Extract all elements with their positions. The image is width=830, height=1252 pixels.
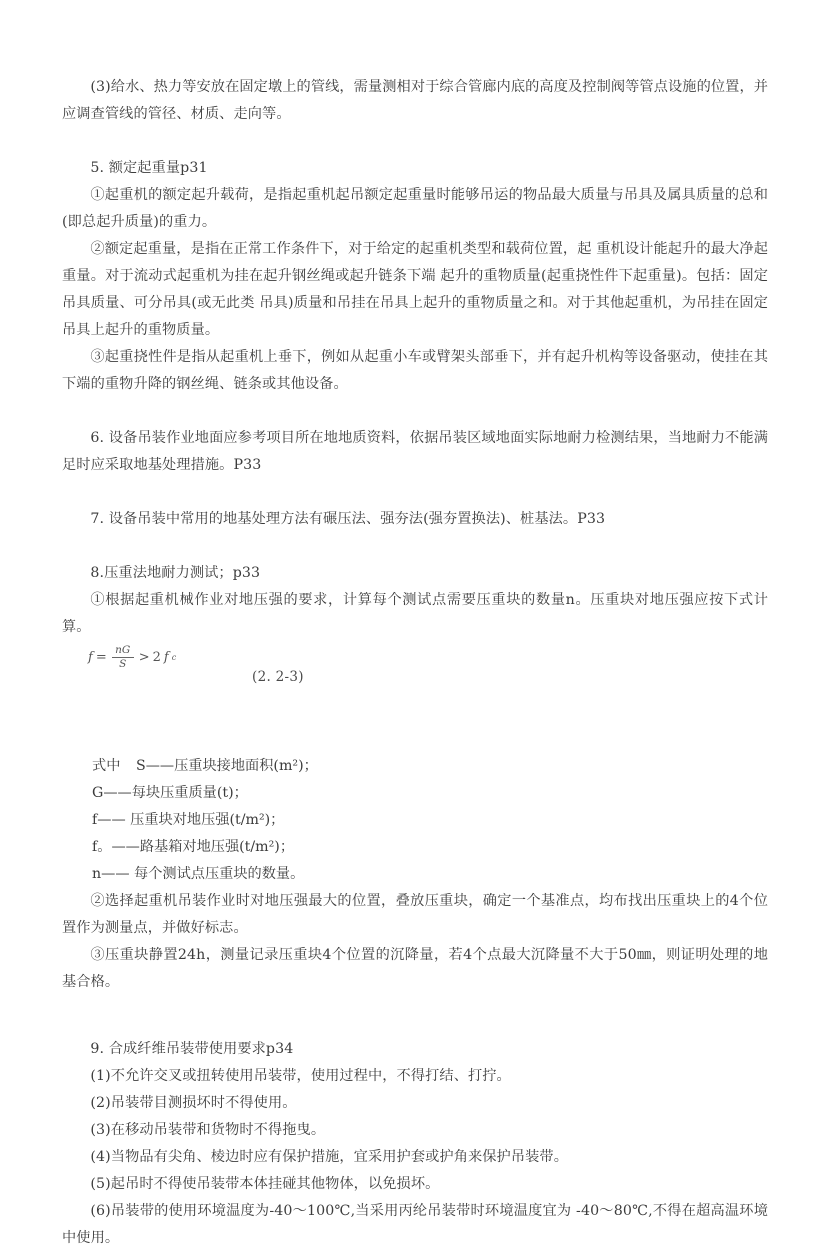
symbol-lead-label: 式中	[92, 758, 121, 774]
symbol-line-fc	[92, 834, 768, 861]
heading-section-8: 8.压重法地耐力测试；p33	[90, 565, 261, 581]
heading-section-7: 7. 设备吊装中常用的地基处理方法有碾压法、强夯法(强夯置换法)、桩基法。P33	[90, 511, 606, 527]
symbol-definition-list	[62, 753, 768, 888]
formula-rhs-symbol: f	[163, 650, 169, 666]
paragraph-5-1: ①起重机的额定起升载荷，是指起重机起吊额定起重量时能够吊运的物品最大质量与吊具及属具质量的总和(即总起升质量)的重力。	[62, 187, 768, 230]
spacer	[62, 398, 768, 425]
formula-fraction	[112, 645, 134, 670]
spacer	[62, 699, 768, 753]
formula-relation: >	[138, 650, 150, 666]
symbol-dash: ——	[101, 866, 135, 882]
symbol-dash: ——	[145, 758, 175, 774]
symbol-dash: ——	[111, 839, 140, 855]
symbol-description: 压重块对地压强(t/m²)；	[130, 812, 285, 828]
formula-equals: =	[95, 650, 107, 666]
symbol-description: 每块压重质量(t)；	[131, 785, 248, 801]
paragraph-item-3: (3)给水、热力等安放在固定墩上的管线，需量测相对于综合管廊内底的高度及控制阀等管点设施的位置，并应调查管线的管径、材质、走向等。	[62, 79, 769, 122]
symbol-line-n	[92, 861, 768, 888]
symbol-dash: ——	[103, 785, 132, 801]
paragraph-8-3: ③压重块静置24h，测量记录压重块4个位置的沉降量，若4个点最大沉降量不大于50㎜，则证明处理的地基合格。	[62, 947, 768, 990]
symbol-name: n	[92, 866, 102, 882]
paragraph-8-1: ①根据起重机械作业对地压强的要求，计算每个测试点需要压重块的数量n。压重块对地压强应按下式计算。	[62, 592, 768, 635]
symbol-dash: ——	[97, 812, 131, 828]
symbol-name: f	[92, 812, 98, 828]
formula-numerator: nG	[115, 644, 131, 656]
formula-lhs: f	[88, 650, 93, 666]
heading-section-5: 5. 额定起重量p31	[90, 160, 208, 176]
symbol-line-f	[92, 807, 768, 834]
paragraph-8-2: ②选择起重机吊装作业时对地压强最大的位置，叠放压重块，确定一个基准点，均布找出压重块上的4个位置作为测量点，并做好标志。	[62, 893, 768, 936]
formula-block	[62, 643, 768, 699]
formula-denominator: S	[119, 658, 127, 671]
heading-section-6: 6. 设备吊装作业地面应参考项目所在地地质资料，依据吊装区域地面实际地耐力检测结果，当地耐力不能满足时应采取地基处理措施。P33	[62, 430, 768, 473]
spacer	[62, 479, 768, 506]
symbol-line-S	[92, 753, 768, 780]
symbol-line-G	[92, 780, 768, 807]
spacer	[62, 128, 768, 155]
formula-expression	[88, 645, 176, 670]
paragraph-5-3: ③起重挠性件是指从起重机上垂下，例如从起重小车或臂架头部垂下，并有起升机构等设备驱动，使挂在其下端的重物升降的钢丝绳、链条或其他设备。	[62, 349, 768, 392]
formula-number: (2. 2-3)	[252, 669, 304, 685]
symbol-description: 压重块接地面积(m²)；	[174, 758, 318, 774]
paragraph-9-2: (2)吊装带目测损坏时不得使用。	[90, 1095, 297, 1111]
paragraph-5-2: ②额定起重量，是指在正常工作条件下，对于给定的起重机类型和载荷位置，起 重机设计能起升的最大净起重量。对于流动式起重机为挂在起升钢丝绳或起升链条下端 起升的重物质量(起重挠性件下起重量)。包括：固定吊具质量、可分吊具(或无此类 吊具)质量和吊挂在吊具上起升的重物质量之和。对于其他起重机，为吊挂在固定吊具上起升的重物质量。	[62, 241, 768, 338]
symbol-description: 每个测试点压重块的数量。	[134, 866, 305, 882]
symbol-name: f。	[92, 839, 112, 855]
symbol-description: 路基箱对地压强(t/m²)；	[139, 839, 295, 855]
document-content	[62, 74, 768, 1252]
paragraph-9-1: (1)不允许交叉或扭转使用吊装带，使用过程中，不得打结、打拧。	[90, 1068, 511, 1084]
spacer	[62, 996, 768, 1036]
paragraph-9-4: (4)当物品有尖角、棱边时应有保护措施，宜采用护套或护角来保护吊装带。	[90, 1149, 568, 1165]
formula-rhs-subscript: c	[171, 653, 177, 663]
paragraph-9-5: (5)起吊时不得使吊装带本体挂碰其他物体，以免损坏。	[90, 1176, 440, 1192]
symbol-name: G	[92, 785, 104, 801]
spacer	[62, 533, 768, 560]
paragraph-9-3: (3)在移动吊装带和货物时不得拖曳。	[90, 1122, 326, 1138]
heading-section-9: 9. 合成纤维吊装带使用要求p34	[90, 1041, 294, 1057]
symbol-name: S	[136, 758, 146, 774]
paragraph-9-6: (6)吊装带的使用环境温度为-40～100℃,当采用丙纶吊装带时环境温度宜为 -40～80℃,不得在超高温环境中使用。	[62, 1203, 768, 1246]
formula-rhs-coefficient: 2	[152, 650, 161, 666]
